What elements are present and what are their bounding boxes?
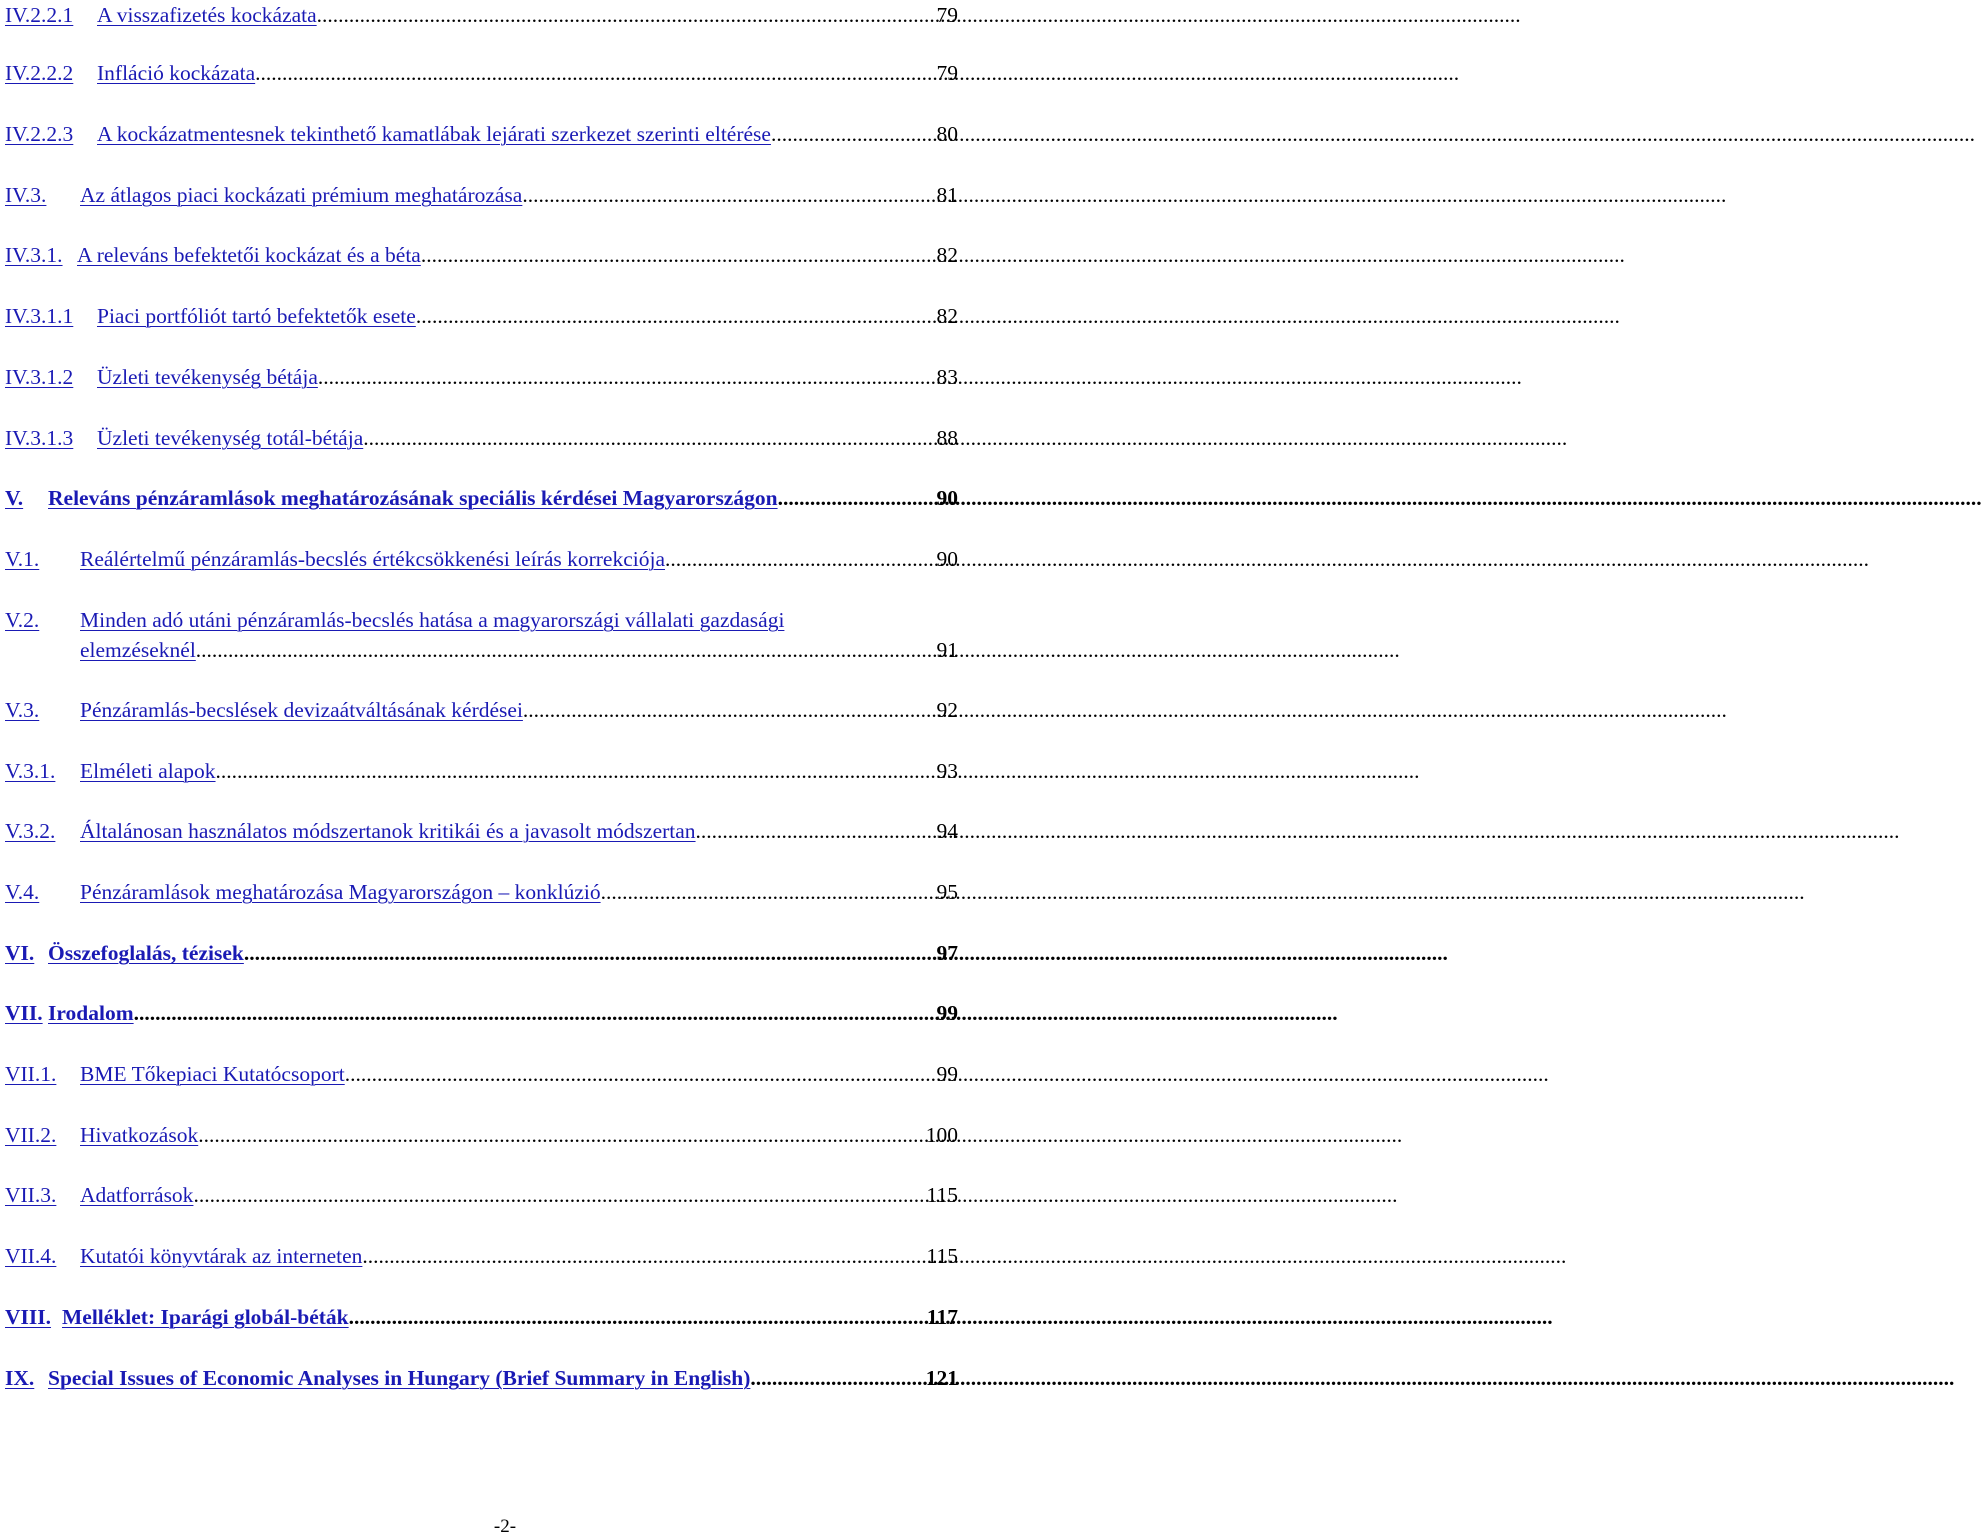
toc-entry-title[interactable]: Kutatói könyvtárak az interneten bbox=[80, 1244, 363, 1268]
toc-entry-title[interactable]: A visszafizetés kockázata bbox=[97, 3, 317, 27]
toc-entry-page: 82 bbox=[936, 243, 958, 267]
dot-leader bbox=[416, 301, 933, 331]
toc-entry-title[interactable]: Releváns pénzáramlások meghatározásának speciális kérdései Magyarországon bbox=[48, 486, 778, 510]
dot-leader bbox=[696, 816, 933, 846]
toc-entry-title[interactable]: Üzleti tevékenység bétája bbox=[97, 365, 318, 389]
toc-entry-title[interactable]: Irodalom bbox=[48, 1001, 134, 1025]
toc-entry-chapter[interactable] bbox=[0, 483, 958, 513]
toc-entry-page: 97 bbox=[936, 941, 958, 965]
toc-entry-page: 80 bbox=[936, 122, 958, 146]
toc-entry-number[interactable]: IV.2.2.1 bbox=[5, 3, 74, 27]
toc-entry-page: 90 bbox=[936, 547, 958, 571]
toc-entry-number[interactable]: VIII. bbox=[5, 1305, 52, 1329]
dot-leader bbox=[134, 998, 933, 1028]
toc-entry-title-continued[interactable]: elemzéseknél bbox=[80, 638, 196, 662]
toc-entry-title[interactable]: Általánosan használatos módszertanok kritikái és a javasolt módszertan bbox=[80, 819, 696, 843]
toc-entry-title[interactable]: Az átlagos piaci kockázati prémium meghatározása bbox=[80, 183, 523, 207]
toc-entry-title[interactable]: A kockázatmentesnek tekinthető kamatlábak lejárati szerkezet szerinti eltérése bbox=[97, 122, 771, 146]
dot-leader bbox=[522, 180, 932, 210]
dot-leader bbox=[345, 1059, 933, 1089]
toc-entry[interactable] bbox=[0, 0, 958, 30]
toc-entry-page: 91 bbox=[936, 638, 958, 662]
toc-entry-number[interactable]: VII. bbox=[5, 1001, 43, 1025]
toc-entry-page: 79 bbox=[936, 61, 958, 85]
page-number: -2- bbox=[493, 1516, 517, 1537]
toc-entry-title[interactable]: Üzleti tevékenység totál-bétája bbox=[97, 426, 364, 450]
toc-entry-title[interactable]: Reálértelmű pénzáramlás-becslés értékcsökkenési leírás korrekciója bbox=[80, 547, 666, 571]
toc-entry[interactable] bbox=[0, 58, 958, 88]
toc-entry[interactable] bbox=[0, 180, 958, 210]
toc-entry-page: 82 bbox=[936, 304, 958, 328]
toc-entry-chapter[interactable] bbox=[0, 1302, 958, 1332]
toc-entry-title[interactable]: Pénzáramlás-becslések devizaátváltásának kérdései bbox=[80, 698, 523, 722]
toc-entry[interactable] bbox=[0, 119, 958, 149]
toc-entry[interactable] bbox=[0, 1180, 958, 1210]
toc-entry[interactable] bbox=[0, 605, 958, 665]
dot-leader bbox=[362, 1241, 922, 1271]
toc-entry-page: 115 bbox=[926, 1244, 958, 1268]
toc-entry-page: 92 bbox=[936, 698, 958, 722]
toc-entry-title[interactable]: Melléklet: Iparági globál-béták bbox=[62, 1305, 349, 1329]
toc-entry-number[interactable]: V.3. bbox=[5, 698, 40, 722]
dot-leader bbox=[317, 0, 933, 30]
dot-leader bbox=[255, 58, 932, 88]
toc-entry[interactable] bbox=[0, 1120, 958, 1150]
toc-entry-page: 100 bbox=[925, 1123, 958, 1147]
dot-leader bbox=[778, 483, 933, 513]
toc-entry[interactable] bbox=[0, 1059, 958, 1089]
toc-entry[interactable] bbox=[0, 816, 958, 846]
toc-entry-number[interactable]: V. bbox=[5, 486, 24, 510]
dot-leader bbox=[665, 544, 932, 574]
toc-entry-title[interactable]: BME Tőkepiaci Kutatócsoport bbox=[80, 1062, 345, 1086]
toc-entry-number[interactable]: VII.4. bbox=[5, 1244, 57, 1268]
toc-entry[interactable] bbox=[0, 423, 958, 453]
dot-leader bbox=[363, 423, 932, 453]
toc-entry-number[interactable]: IV.2.2.3 bbox=[5, 122, 74, 146]
toc-entry-page: 95 bbox=[936, 880, 958, 904]
toc-entry-page: 93 bbox=[936, 759, 958, 783]
toc-entry-number[interactable]: IV.3.1.2 bbox=[5, 365, 74, 389]
toc-entry-number[interactable]: V.1. bbox=[5, 547, 40, 571]
toc-entry-title[interactable]: Infláció kockázata bbox=[97, 61, 256, 85]
toc-entry-number[interactable]: VII.1. bbox=[5, 1062, 57, 1086]
toc-entry-page: 99 bbox=[936, 1001, 958, 1025]
dot-leader bbox=[318, 362, 933, 392]
toc-entry-number[interactable]: V.3.1. bbox=[5, 759, 56, 783]
toc-entry-number[interactable]: IV.3.1.1 bbox=[5, 304, 74, 328]
toc-entry-title[interactable]: Hivatkozások bbox=[80, 1123, 199, 1147]
dot-leader bbox=[601, 877, 933, 907]
dot-leader bbox=[523, 695, 933, 725]
document-page bbox=[0, 0, 960, 1535]
toc-entry-title[interactable]: Adatforrások bbox=[80, 1183, 194, 1207]
toc-entry-number[interactable]: VI. bbox=[5, 941, 35, 965]
toc-entry-page: 121 bbox=[925, 1366, 958, 1390]
toc-entry-title[interactable]: Special Issues of Economic Analyses in Hungary (Brief Summary in English) bbox=[48, 1366, 751, 1390]
dot-leader bbox=[771, 119, 933, 149]
toc-entry-number[interactable]: IV.3. bbox=[5, 183, 47, 207]
toc-entry[interactable] bbox=[0, 362, 958, 392]
toc-entry-title[interactable]: A releváns befektetői kockázat és a béta bbox=[77, 243, 421, 267]
toc-entry-page: 88 bbox=[936, 426, 958, 450]
toc-entry-page: 117 bbox=[926, 1305, 958, 1329]
toc-entry[interactable] bbox=[0, 301, 958, 331]
toc-entry-page: 94 bbox=[936, 819, 958, 843]
toc-entry[interactable] bbox=[0, 877, 958, 907]
toc-entry-number[interactable]: IV.3.1. bbox=[5, 243, 63, 267]
toc-entry-page: 99 bbox=[936, 1062, 958, 1086]
toc-entry-title[interactable]: Összefoglalás, tézisek bbox=[48, 941, 244, 965]
dot-leader bbox=[198, 1120, 922, 1150]
toc-entry-title[interactable]: Elméleti alapok bbox=[80, 759, 216, 783]
toc-entry-number[interactable]: IV.2.2.2 bbox=[5, 61, 74, 85]
dot-leader bbox=[750, 1363, 921, 1393]
toc-entry-title[interactable]: Minden adó utáni pénzáramlás-becslés hatása a magyarországi vállalati gazdasági bbox=[80, 608, 785, 632]
toc-entry[interactable] bbox=[0, 544, 958, 574]
toc-entry-number[interactable]: VII.2. bbox=[5, 1123, 57, 1147]
toc-entry-page: 115 bbox=[926, 1183, 958, 1207]
toc-entry-number[interactable]: IX. bbox=[5, 1366, 35, 1390]
toc-entry-page: 81 bbox=[936, 183, 958, 207]
dot-leader bbox=[193, 1180, 922, 1210]
toc-entry-title[interactable]: Pénzáramlások meghatározása Magyarországon – konklúzió bbox=[80, 880, 601, 904]
dot-leader bbox=[244, 938, 933, 968]
toc-entry-number[interactable]: V.2. bbox=[5, 608, 40, 632]
dot-leader bbox=[196, 635, 933, 665]
dot-leader bbox=[349, 1302, 923, 1332]
toc-entry-page: 83 bbox=[936, 365, 958, 389]
toc-entry-number[interactable]: V.3.2. bbox=[5, 819, 56, 843]
toc-entry-chapter[interactable] bbox=[0, 998, 958, 1028]
toc-entry[interactable] bbox=[0, 695, 958, 725]
toc-entry[interactable] bbox=[0, 1241, 958, 1271]
dot-leader bbox=[421, 240, 933, 270]
toc-entry[interactable] bbox=[0, 240, 958, 270]
toc-entry-page: 90 bbox=[936, 486, 958, 510]
toc-entry-chapter[interactable] bbox=[0, 938, 958, 968]
toc-entry-number[interactable]: VII.3. bbox=[5, 1183, 57, 1207]
toc-entry-number[interactable]: IV.3.1.3 bbox=[5, 426, 74, 450]
toc-entry[interactable] bbox=[0, 756, 958, 786]
toc-entry-chapter[interactable] bbox=[0, 1363, 958, 1393]
toc-entry-title[interactable]: Piaci portfóliót tartó befektetők esete bbox=[97, 304, 416, 328]
toc-entry-number[interactable]: V.4. bbox=[5, 880, 40, 904]
dot-leader bbox=[216, 756, 933, 786]
toc-entry-page: 79 bbox=[936, 3, 958, 27]
